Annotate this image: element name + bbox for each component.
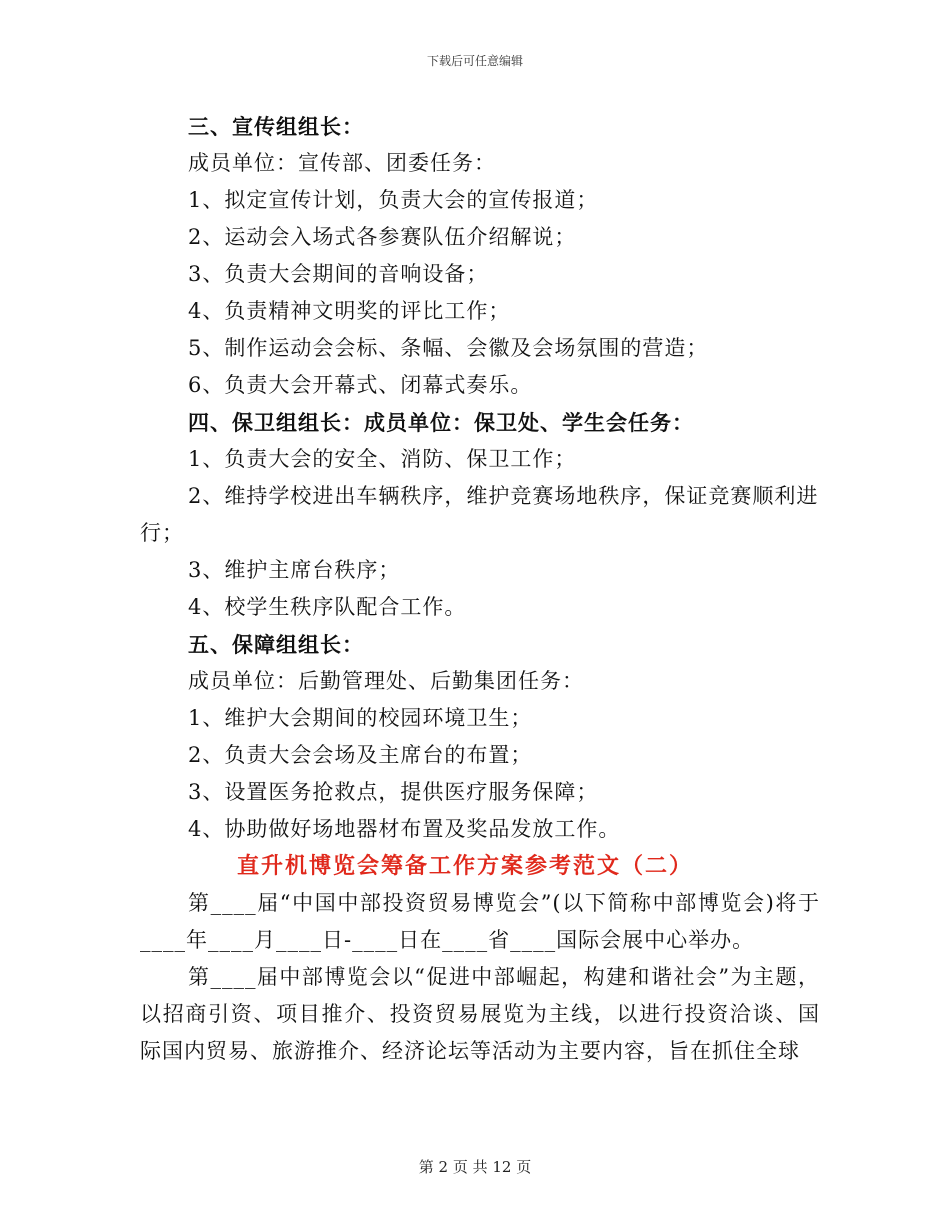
heading-publicity-group: 三、宣传组组长： [188, 114, 364, 139]
security-task-3: 3、维护主席台秩序； [188, 558, 401, 582]
publicity-task-1: 1、拟定宣传计划，负责大会的宣传报道； [188, 188, 599, 212]
publicity-task-6: 6、负责大会开幕式、闭幕式奏乐。 [188, 373, 533, 397]
support-task-2: 2、负责大会会场及主席台的布置； [188, 743, 533, 767]
publicity-task-4: 4、负责精神文明奖的评比工作； [188, 299, 511, 323]
publicity-task-3: 3、负责大会期间的音响设备； [188, 262, 489, 286]
heading-security-group: 四、保卫组组长：成员单位：保卫处、学生会任务： [188, 410, 694, 435]
support-members: 成员单位：后勤管理处、后勤集团任务： [188, 669, 584, 693]
security-task-1: 1、负责大会的安全、消防、保卫工作； [188, 447, 577, 471]
security-task-2: 2、维持学校进出车辆秩序，维护竞赛场地秩序，保证竞赛顺利进 [188, 484, 819, 508]
heading-support-group: 五、保障组组长： [188, 632, 364, 657]
page-footer: 第 2 页 共 12 页 [418, 1158, 532, 1176]
publicity-members: 成员单位：宣传部、团委任务： [188, 151, 496, 175]
support-task-3: 3、设置医务抢救点，提供医疗服务保障； [188, 780, 599, 804]
section-title: 直升机博览会筹备工作方案参考范文（二） [236, 853, 693, 879]
support-task-4: 4、协助做好场地器材布置及奖品发放工作。 [188, 817, 621, 841]
security-task-4: 4、校学生秩序队配合工作。 [188, 595, 467, 619]
support-task-1: 1、维护大会期间的校园环境卫生； [188, 706, 533, 730]
publicity-task-2: 2、运动会入场式各参赛队伍介绍解说； [188, 225, 577, 249]
document-body [140, 108, 820, 1070]
paragraph-expo-theme: 第____届中部博览会以“促进中部崛起，构建和谐社会”为主题，以招商引资、项目推介、投资贸易展览为主线，以进行投资洽谈、国际国内贸易、旅游推介、经济论坛等活动为主要内容，旨在抓住全球 [140, 965, 820, 1063]
page-header: 下载后可任意编辑 [426, 54, 523, 68]
publicity-task-5: 5、制作运动会会标、条幅、会徽及会场氛围的营造； [188, 336, 709, 360]
security-task-2-continued: 行； [140, 521, 184, 545]
paragraph-expo-intro: 第____届“中国中部投资贸易博览会”(以下简称中部博览会)将于____年____月____日-____日在____省____国际会展中心举办。 [140, 891, 820, 952]
